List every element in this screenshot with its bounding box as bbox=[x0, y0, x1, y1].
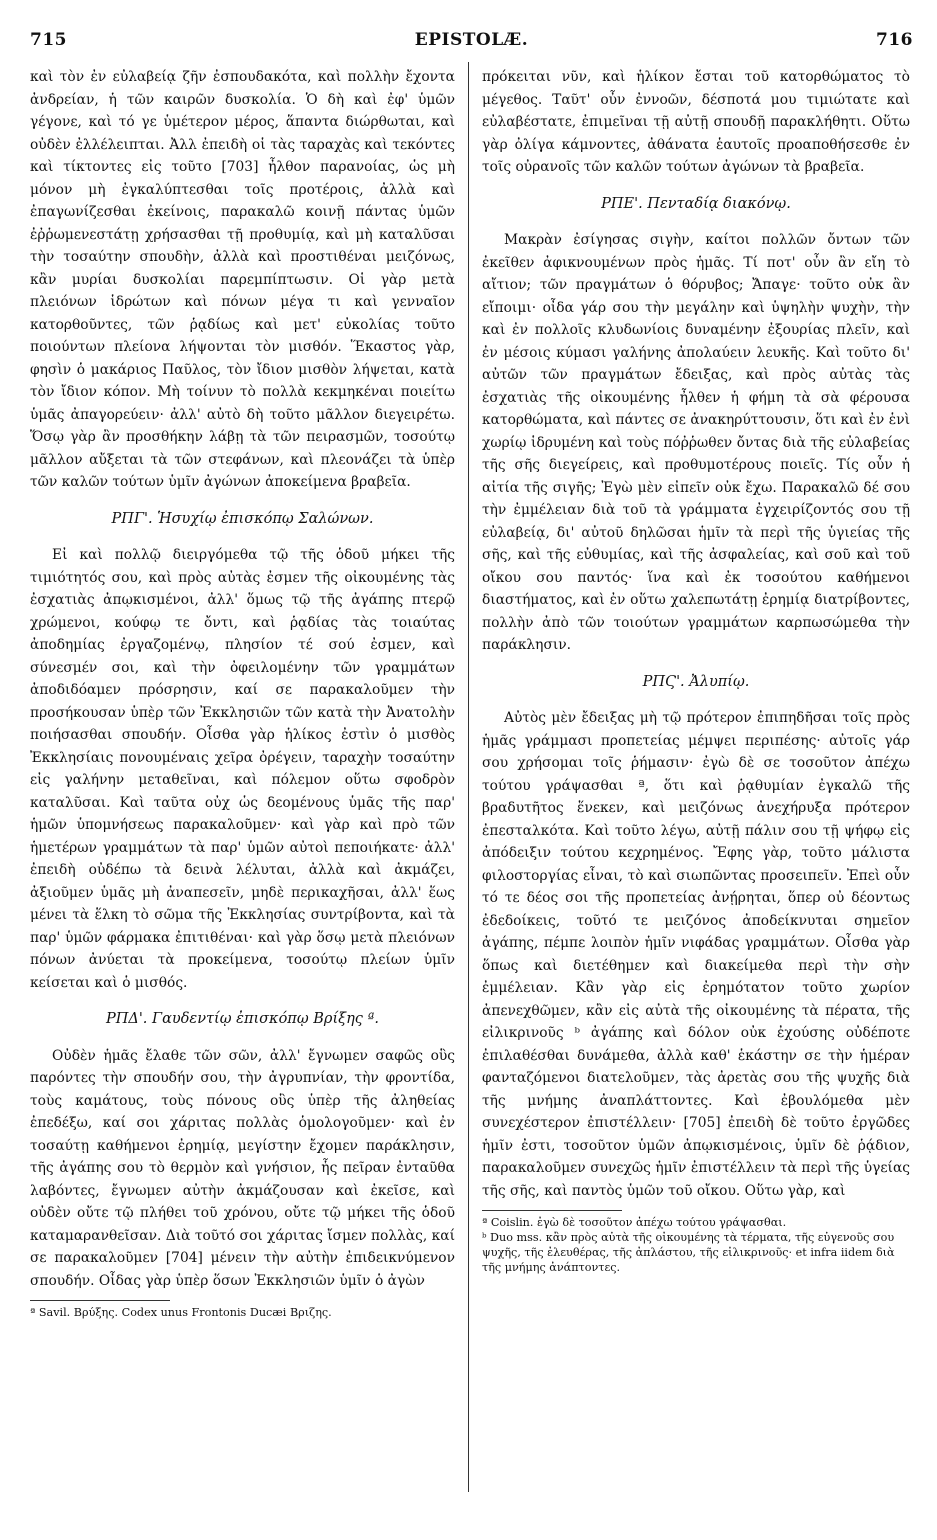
letter-heading-184: ΡΠΔ'. Γαυδεντίῳ ἐπισκόπῳ Βρίξης ª. bbox=[105, 1011, 380, 1027]
left-page-number: 715 bbox=[30, 30, 67, 50]
right-paragraph-2: Μακρὰν ἐσίγησας σιγὴν, καίτοι πολλῶν ὄντων τῶν ἐκεῖθεν ἀφικνουμένων πρὸς ἡμᾶς. Τί ποτ' οὖν ἂν εἴη τὸ αἴτιον; τῶν πραγμάτων ὁ θόρυβος; Ἄπαγε· τοῦτο οὐκ ἂν εἴποιμι· οἶδα γάρ σου τὴν μεγάλην καὶ ὑψηλὴν ψυχὴν, τὴν καὶ ἐν πολλοῖς κλυδωνίοις δυναμένην ἐξουρίας πλεῖν, καὶ ἐν μέσοις κύμασι γαλήνης ἀπολαύειν λευκῆς. Καὶ τοῦτο δι' αὐτῶν τῶν πραγμάτων ἔδειξας, καὶ πρὸς αὐτὰς τὰς ἐσχατιὰς τῆς οἰκουμένης ἦλθεν ἡ φήμη τὰ σὰ φέρουσα κατορθώματα, καὶ πάντες σε ἀνακηρύττουσιν, ὅτι καὶ ἐν ἑνὶ χωρίῳ ἱδρυμένη καὶ τοὺς πόῤῥωθεν ὄντας διὰ τῆς εὐλαβείας τῆς σῆς διεγείρεις, καὶ προθυμοτέρους ποιεῖς. Τίς οὖν ἡ αἰτία τῆς σιγῆς; Ἐγὼ μὲν εἰπεῖν οὐκ ἔχω. Παρακαλῶ δέ σου τὴν ἐμμέλειαν διὰ τοῦ τὰ γράμματα ἐγχειρίζοντός σου τῇ εὐλαβείᾳ, δι' αὐτοῦ δηλῶσαι ἡμῖν τὰ περὶ τῆς ὑγιείας τῆς σῆς, καὶ τῆς εὐθυμίας, καὶ τῆς ἀσφαλείας, καὶ σοῦ καὶ τοῦ οἴκου σου παντός· ἵνα καὶ ἐκ τοσούτου καθήμενοι διαστήματος, καὶ ἐν οὕτω χαλεπωτάτῃ ἐρημίᾳ διατρίβοντες, πολλὴν ἀπὸ τῶν τοιούτων γραμμάτων καρπωσώμεθα τὴν παράκλησιν. bbox=[482, 232, 910, 653]
right-page-number: 716 bbox=[876, 30, 913, 50]
running-title: EPISTOLÆ. bbox=[414, 30, 529, 50]
right-paragraph-1: πρόκειται νῦν, καὶ ἡλίκον ἔσται τοῦ κατορθώματος τὸ μέγεθος. Ταῦτ' οὖν ἐννοῶν, δέσποτά μου τιμιώτατε καὶ εὐλαβέστατε, ἐπιμεῖναι τῇ αὐτῇ σπουδῇ παρακλήθητι. Οὕτω γὰρ ὀλίγα κάμνοντες, ἀθάνατα ἑαυτοῖς προαποθήσεσθε ἐν τοῖς οὐρανοῖς τῶν καλῶν τούτων ἀγώνων τὰ βραβεῖα. bbox=[482, 69, 910, 175]
letter-heading-183: ΡΠΓ'. Ἡσυχίῳ ἐπισκόπῳ Σαλώνων. bbox=[111, 510, 374, 527]
footnote-right-a: ª Coislin. ἐγὼ δὲ τοσοῦτον ἀπέχω τούτου γράψασθαι. bbox=[482, 1216, 787, 1229]
footnote-rule-left bbox=[30, 1300, 170, 1301]
footnote-rule-right bbox=[482, 1210, 622, 1211]
right-column bbox=[482, 66, 910, 1275]
column-divider bbox=[468, 62, 469, 1492]
left-column bbox=[30, 66, 455, 1320]
right-paragraph-3: Αὐτὸς μὲν ἔδειξας μὴ τῷ πρότερον ἐπιπηδῆσαι τοῖς πρὸς ἡμᾶς γράμμασι προπετείας μέμψει περιπέσης· αὐτοῖς γάρ σου χρήσομαι τοῖς ῥήμασιν· ἐγὼ δὲ σε τοσοῦτον ἀπέχω τούτου γράψασθαι ª, ὅτι καὶ ῥᾳθυμίαν ἐγκαλῶ τῆς βραδυτῆτος ἕνεκεν, καὶ μειζόνως ἀνεχήρυξα πρότερον ἐπεσταλκότα. Καὶ τοῦτο λέγω, αὐτῇ πάλιν σου τῇ ψήφῳ εἰς ἀπόδειξιν τούτου κεχρημένος. Ἔφης γὰρ, τοῦτο μάλιστα φιλοστοργίας εἶναι, τὸ καὶ σιωπῶντας προσειπεῖν. Ἐπεὶ οὖν τό τε δέος σοι τῆς προπετείας ἀνῄρηται, ὅπερ οὐ δέοντως ἐδεδοίκεις, τοῦτό τε μειζόνος ἀποδείκνυται σημεῖον ἀγάπης, πέμπε λοιπὸν ἡμῖν νιφάδας γραμμάτων. Οἶσθα γὰρ ὅπως καὶ διετέθημεν καὶ διακείμεθα περὶ τὴν σὴν ἐμμέλειαν. Κἂν γὰρ εἰς ἐρημότατον τοῦτο χωρίον ἀπενεχθῶμεν, κἂν εἰς αὐτὰ τῆς οἰκουμένης τὰ πέρατα, τῆς εἰλικρινοῦς ᵇ ἀγάπης καὶ δόλον οὐκ ἐχούσης οὐδέποτε ἐπιλαθέσθαι δυνάμεθα, ἀλλὰ καθ' ἑκάστην σε τὴν ἡμέραν φανταζόμενοι διατελοῦμεν, τὰς ἀρετὰς σου τῆς ψυχῆς διὰ τῆς μνήμης ἀναπλάττοντες. Καὶ ἐβουλόμεθα μὲν συνεχέστερον ἐπιστέλλειν· [705] ἐπειδὴ δὲ τοῦτο ἐργῶδες ἡμῖν ἐστι, τοσοῦτον ὑμῶν ἀπῳκισμένοις, ὑμῖν δὲ ῥᾴδιον, παρακαλοῦμεν συνεχῶς ἡμῖν ἐπιστέλλειν τὰ περὶ τῆς ὑγείας τῆς σῆς, καὶ παντὸς ὑμῶν τοῦ οἴκου. Οὕτω γὰρ, καὶ bbox=[482, 710, 910, 1199]
footnote-left-a: ª Savil. Βρύξης. Codex unus Frontonis Ducæi Βριζης. bbox=[30, 1306, 332, 1319]
left-paragraph-2: Εἰ καὶ πολλῷ διειργόμεθα τῷ τῆς ὁδοῦ μήκει τῆς τιμιότητός σου, καὶ πρὸς αὐτὰς ἐσμεν τῆς οἰκουμένης τὰς ἐσχατιὰς ἀπῳκισμένοι, ἀλλ' ὅμως τῷ τῆς ἀγάπης πτερῷ χρώμενοι, κούφῳ τε ὄντι, καὶ ῥᾳδίας τὰς τοιαύτας ἀποδημίας ἐργαζομένῳ, πλησίον τέ σού ἐσμεν, καὶ σύνεσμέν σοι, καὶ τὴν ὀφειλομένην τῶν γραμμάτων ἀποδιδόαμεν πρόσρησιν, καί σε παρακαλοῦμεν τὴν προσήκουσαν ὑπὲρ τῶν Ἐκκλησιῶν τῶν κατὰ τὴν Ἀνατολὴν ποιήσασθαι σπουδήν. Οἶσθα γὰρ ἡλίκος ἐστὶν ὁ μισθὸς Ἐκκλησίαις πονουμέναις χεῖρα ὀρέγειν, ταραχὴν τοσαύτην εἰς γαλήνην μεταθεῖναι, καὶ πόλεμον οὕτω σφοδρὸν καταλῦσαι. Καὶ ταῦτα οὐχ ὡς δεομένους ὑμᾶς τῆς παρ' ἡμῶν ὑπομνήσεως παρακαλοῦμεν· καὶ γὰρ καὶ πρὸ τῶν ἡμετέρων γραμμάτων τὰ παρ' ὑμῶν αὐτοὶ πεποιήκατε· ἀλλ' ἐπειδὴ οὐδέπω τὰ δεινὰ λέλυται, ἀλλὰ καὶ ἀκμάζει, ἀξιοῦμεν ὑμᾶς μὴ ἀναπεσεῖν, μηδὲ περικαχῆσαι, ἀλλ' ἕως μένει τὰ ἕλκη τὸ σῶμα τῆς Ἐκκλησίας συντρίβοντα, καὶ τὰ παρ' ὑμῶν φάρμακα ἐπιτιθέναι· καὶ γὰρ ὅσῳ μετὰ πλειόνων πόνων ἀνύεται τὰ προκείμενα, τοσούτῳ πλείων ὑμῖν κείσεται καὶ ὁ μισθός. bbox=[30, 547, 455, 991]
running-header bbox=[30, 30, 913, 60]
footnote-right-b: ᵇ Duo mss. κἂν πρὸς αὐτὰ τῆς οἰκουμένης τὰ τέρματα, τῆς εὐγενοῦς σου ψυχῆς, τῆς ἐλευθέρας, τῆς ἀπλάστου, τῆς εἰλικρινοῦς· et infra iidem διὰ τῆς μνήμης ἀνάπτοντες. bbox=[482, 1231, 895, 1274]
letter-heading-186: ΡΠϚ'. Ἀλυπίῳ. bbox=[642, 673, 750, 690]
letter-heading-185: ΡΠΕ'. Πενταδίᾳ διακόνῳ. bbox=[601, 195, 791, 212]
left-paragraph-3: Οὐδὲν ἡμᾶς ἔλαθε τῶν σῶν, ἀλλ' ἔγνωμεν σαφῶς οὓς παρόντες τὴν σπουδήν σου, τὴν ἀγρυπνίαν, τὴν φροντίδα, τοὺς καμάτους, τοὺς πόνους οὓς ὑπὲρ τῆς ἀληθείας ἐπεδέξω, καί σοι χάριτας πολλὰς ὁμολογοῦμεν· καὶ ἐν τοσαύτῃ καθήμενοι ἐρημίᾳ, μεγίστην ἔχομεν παράκλησιν, τῆς ἀγάπης σου τὸ θερμὸν καὶ γνήσιον, ἧς πεῖραν ἐνταῦθα λαβόντες, ἔγνωμεν αὐτὴν ἀκμάζουσαν καὶ ἐκεῖσε, καὶ οὐδὲν οὔτε τῷ πλήθει τοῦ χρόνου, οὔτε τῷ μήκει τῆς ὁδοῦ καταμαρανθεῖσαν. Διὰ τοῦτό σοι χάριτας ἴσμεν πολλὰς, καί σε παρακαλοῦμεν [704] μένειν τὴν αὐτὴν ἐπιδεικνύμενον σπουδήν. Οἶδας γὰρ ὑπὲρ ὅσων Ἐκκλησιῶν ὑμῖν ὁ ἀγὼν bbox=[30, 1047, 455, 1289]
left-paragraph-1: καὶ τὸν ἐν εὐλαβείᾳ ζῆν ἐσπουδακότα, καὶ πολλὴν ἔχοντα ἀνδρείαν, ἡ τῶν καιρῶν δυσκολία. Ὁ δὴ καὶ ἐφ' ὑμῶν γέγονε, καὶ τό γε ὑμέτερον μέρος, ἅπαντα διώρθωται, καὶ οὐδὲν ἐλλέλειπται. Ἀλλ ἐπειδὴ οἱ τὰς ταραχὰς καὶ τεκόντες καὶ τίκτοντες εἰς τοῦτο [703] ἦλθον παρανοίας, ὡς μὴ μόνον μὴ ἐγκαλύπτεσθαι τοῖς προτέροις, ἀλλὰ καὶ ἐπαγωνίζεσθαι ἐκείνοις, παρακαλῶ κοινῇ πάντας ὑμῶν ἐῤῥωμενεστάτῃ χρήσασθαι τῇ προθυμίᾳ, καὶ μὴ καταλῦσαι τὴν τοσαύτην σπουδὴν, ἀλλὰ καὶ προστιθέναι μειζόνως, κἂν μυρίαι δυσκολίαι παρεμπίπτωσιν. Οἱ γὰρ μετὰ πλειόνων ἱδρώτων καὶ πόνων μέγα τι καὶ γενναῖον κατορθοῦντες, τῶν ῥᾳδίως καὶ μετ' εὐκολίας τοῦτο ποιούντων πλείονα λήψονται τὸν μισθόν. Ἕκαστος γὰρ, φησὶν ὁ μακάριος Παῦλος, τὸν ἴδιον μισθὸν λήψεται, κατὰ τὸν ἴδιον κόπον. Μὴ τοίνυν τὸ πολλὰ κεκμηκέναι ποιείτω ὑμᾶς ἀπαγορεύειν· ἀλλ' αὐτὸ δὴ τοῦτο μᾶλλον διεγειρέτω. Ὅσῳ γὰρ ἂν προσθήκην λάβῃ τὰ τῶν πειρασμῶν, τοσούτῳ μᾶλλον αὔξεται τὰ τῶν στεφάνων, καὶ πλεονάζει τὰ ὑπὲρ τῶν καλῶν τούτων ὑμῖν ἀγώνων ἀποκείμενα βραβεῖα. bbox=[30, 69, 455, 490]
